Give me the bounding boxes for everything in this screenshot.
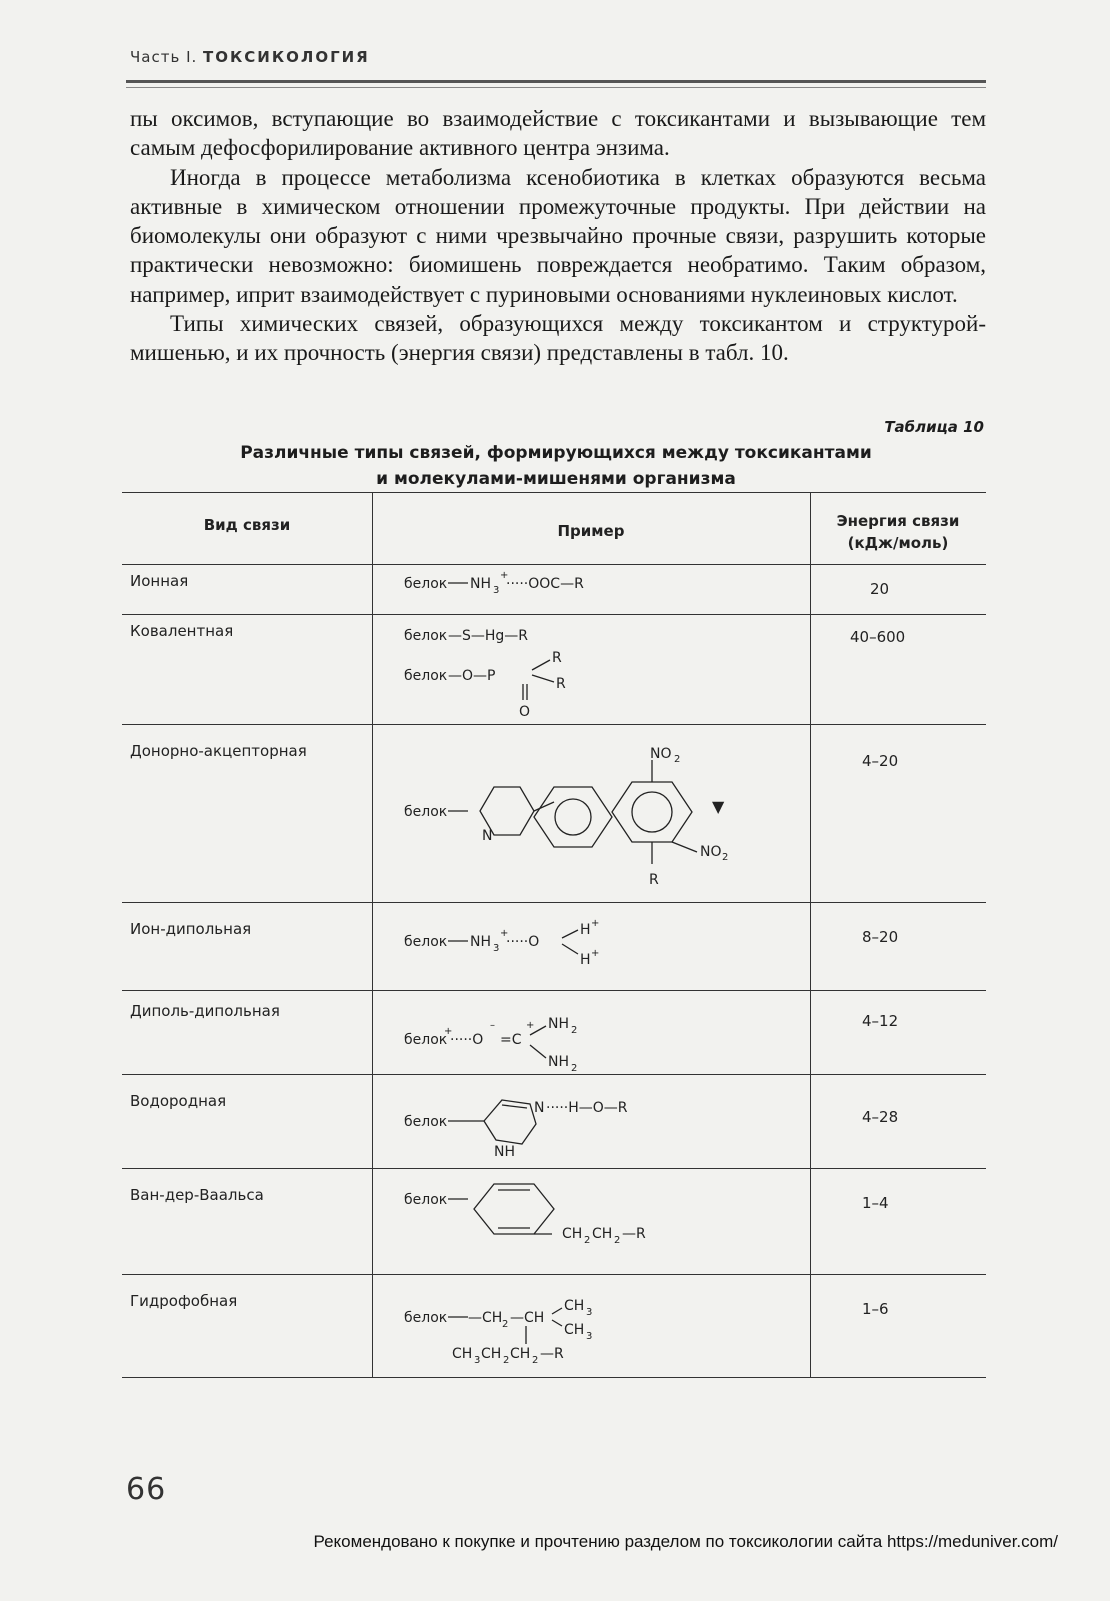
bond-types-table xyxy=(122,492,986,1378)
table-caption: Таблица 10 xyxy=(884,418,984,436)
svg-text:N: N xyxy=(534,1100,545,1116)
row-type-van-der-waals: Ван-дер-Ваальса xyxy=(130,1186,264,1204)
svg-text:·····ООС—R: ·····ООС—R xyxy=(506,576,584,592)
svg-text:NH: NH xyxy=(548,1016,569,1032)
svg-text:H: H xyxy=(580,952,591,968)
svg-text:белок: белок xyxy=(404,1310,448,1326)
svg-text:=C: =C xyxy=(500,1032,522,1048)
part-label: Часть I. xyxy=(130,48,198,66)
svg-text:R: R xyxy=(649,872,659,888)
formula-ion-dipole xyxy=(404,918,599,968)
header-rule-thin xyxy=(126,87,986,88)
svg-text:2: 2 xyxy=(571,1063,578,1074)
row-energy-donor-acceptor: 4–20 xyxy=(862,752,899,770)
svg-text:CH: CH xyxy=(592,1226,613,1242)
svg-text:N: N xyxy=(482,828,493,844)
svg-text:H: H xyxy=(580,922,591,938)
svg-text:R: R xyxy=(552,650,562,666)
header-example: Пример xyxy=(557,522,625,540)
footer-note: Рекомендовано к покупке и прочтению разделом по токсикологии сайта https://meduniver.com/ xyxy=(313,1532,1058,1551)
svg-text:белок: белок xyxy=(404,668,448,684)
svg-text:3: 3 xyxy=(474,1355,481,1366)
svg-text:+: + xyxy=(591,918,600,929)
header-rule xyxy=(126,80,986,83)
row-type-dipole-dipole: Диполь-дипольная xyxy=(130,1002,280,1020)
svg-text:3: 3 xyxy=(586,1307,593,1318)
svg-text:—CH: —CH xyxy=(510,1310,545,1326)
header-energy-1: Энергия связи xyxy=(836,512,960,530)
svg-text:R: R xyxy=(556,676,566,692)
formula-van-der-waals xyxy=(404,1184,646,1246)
row-type-ionic: Ионная xyxy=(130,572,189,590)
svg-text:·····O: ·····O xyxy=(506,934,540,950)
svg-text:—O—P: —O—P xyxy=(448,668,496,684)
row-energy-ion-dipole: 8–20 xyxy=(862,928,899,946)
row-energy-ionic: 20 xyxy=(870,580,890,598)
svg-text:·····O: ·····O xyxy=(450,1032,484,1048)
svg-text:+: + xyxy=(591,948,600,959)
svg-text:·····H—O—R: ·····H—O—R xyxy=(546,1100,628,1116)
svg-text:белок: белок xyxy=(404,804,448,820)
running-head xyxy=(130,48,370,66)
row-energy-covalent: 40–600 xyxy=(850,628,906,646)
svg-text:белок: белок xyxy=(404,1032,448,1048)
svg-text:+: + xyxy=(444,1026,453,1037)
row-type-hydrogen: Водородная xyxy=(130,1092,227,1110)
structural-formulas xyxy=(122,492,986,1378)
svg-text:2: 2 xyxy=(502,1319,509,1330)
svg-text:2: 2 xyxy=(674,754,681,765)
svg-text:2: 2 xyxy=(503,1355,510,1366)
svg-text:CH: CH xyxy=(510,1346,531,1362)
svg-text:NO: NO xyxy=(700,844,722,860)
svg-text:CH: CH xyxy=(564,1298,585,1314)
row-type-covalent: Ковалентная xyxy=(130,622,234,640)
svg-text:белок: белок xyxy=(404,1192,448,1208)
svg-text:—S—Hg—R: —S—Hg—R xyxy=(448,628,529,644)
part-title: ТОКСИКОЛОГИЯ xyxy=(203,48,370,66)
svg-text:3: 3 xyxy=(586,1331,593,1342)
svg-text:CH: CH xyxy=(481,1346,502,1362)
header-bond-type: Вид связи xyxy=(203,516,291,534)
formula-ionic xyxy=(404,570,584,596)
svg-text:3: 3 xyxy=(493,943,500,954)
header-energy-2: (кДж/моль) xyxy=(847,534,949,552)
formula-hydrophobic xyxy=(404,1298,592,1366)
svg-text:+: + xyxy=(500,570,509,581)
body-text xyxy=(130,104,986,368)
formula-hydrogen xyxy=(404,1100,628,1160)
svg-text:CH: CH xyxy=(562,1226,583,1242)
page-number: 66 xyxy=(126,1472,167,1507)
formula-dipole-dipole xyxy=(404,1016,577,1074)
table-title-line-1: Различные типы связей, формирующихся между токсикантами xyxy=(240,443,872,463)
paragraph-2: Иногда в процессе метаболизма ксенобиотика в клетках образуются весьма активные в химическом отношении промежуточные продукты. При действии на биомолекулы они образуют с ними чрезвычайно прочные связи, разрушить которые практически невозможно: биомишень повреждается необратимо. Таким образом, например, иприт взаимодействует с пуриновыми основаниями нуклеиновых кислот. xyxy=(130,164,986,307)
svg-text:—R: —R xyxy=(622,1226,646,1242)
svg-text:—R: —R xyxy=(540,1346,564,1362)
svg-text:O: O xyxy=(519,704,531,720)
svg-text:–: – xyxy=(490,1020,495,1031)
svg-text:—CH: —CH xyxy=(468,1310,503,1326)
svg-text:+: + xyxy=(526,1020,535,1031)
svg-text:белок: белок xyxy=(404,1114,448,1130)
svg-text:NH: NH xyxy=(494,1144,515,1160)
svg-text:CH: CH xyxy=(452,1346,473,1362)
svg-text:белок: белок xyxy=(404,576,448,592)
formula-covalent xyxy=(404,628,566,720)
svg-text:NH: NH xyxy=(470,576,491,592)
table-title-line-2: и молекулами-мишенями организма xyxy=(376,469,736,489)
svg-text:CH: CH xyxy=(564,1322,585,1338)
svg-text:2: 2 xyxy=(532,1355,539,1366)
svg-text:2: 2 xyxy=(722,852,729,863)
row-energy-hydrogen: 4–28 xyxy=(862,1108,899,1126)
row-type-donor-acceptor: Донорно-акцепторная xyxy=(130,742,307,760)
svg-text:+: + xyxy=(500,928,509,939)
row-energy-dipole-dipole: 4–12 xyxy=(862,1012,899,1030)
svg-text:белок: белок xyxy=(404,934,448,950)
formula-donor-acceptor xyxy=(404,746,728,888)
row-type-ion-dipole: Ион-дипольная xyxy=(130,920,252,938)
svg-text:NO: NO xyxy=(650,746,672,762)
svg-text:3: 3 xyxy=(493,585,500,596)
svg-text:2: 2 xyxy=(614,1235,621,1246)
row-type-hydrophobic: Гидрофобная xyxy=(130,1292,238,1310)
svg-text:NH: NH xyxy=(548,1054,569,1070)
svg-text:▼: ▼ xyxy=(712,797,725,816)
svg-text:2: 2 xyxy=(584,1235,591,1246)
table-title xyxy=(126,440,986,492)
row-energy-hydrophobic: 1–6 xyxy=(862,1300,889,1318)
row-energy-van-der-waals: 1–4 xyxy=(862,1194,889,1212)
svg-text:белок: белок xyxy=(404,628,448,644)
paragraph-1: пы оксимов, вступающие во взаимодействие с токсикантами и вызывающие тем самым дефосфорилирование активного центра энзима. xyxy=(130,106,986,161)
svg-text:2: 2 xyxy=(571,1025,578,1036)
svg-text:NH: NH xyxy=(470,934,491,950)
paragraph-3: Типы химических связей, образующихся между токсикантом и структурой-мишенью, и их прочность (энергия связи) представлены в табл. 10. xyxy=(130,311,986,366)
